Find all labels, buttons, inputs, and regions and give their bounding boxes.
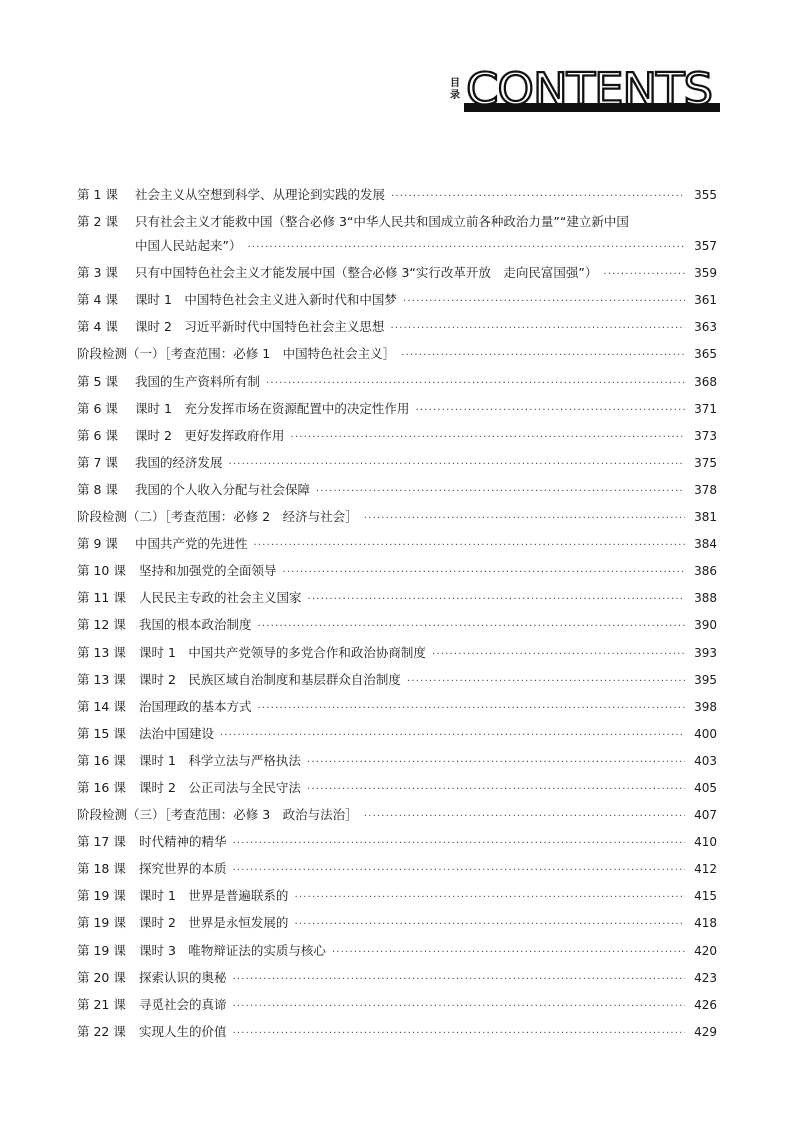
toc-leader-dots [307, 755, 685, 771]
toc-title: 课时 2 民族区域自治制度和基层群众自治制度 [139, 671, 401, 687]
toc-page-number: 361 [694, 293, 717, 308]
toc-title: 课时 1 中国共产党领导的多党合作和政治协商制度 [139, 644, 426, 660]
toc-page-number: 418 [694, 916, 717, 931]
toc-entry[interactable] [77, 943, 717, 970]
toc-leader-dots [316, 484, 685, 500]
toc-entry[interactable] [77, 509, 717, 536]
toc-leader-dots [391, 189, 685, 205]
toc-title: 阶段检测（一）［考查范围：必修 1 中国特色社会主义］ [77, 346, 396, 362]
toc-entry[interactable] [77, 1024, 717, 1051]
toc-title: 中国共产党的先进性 [135, 536, 248, 552]
toc-lesson-number: 第 20 课 [77, 969, 126, 985]
toc-leader-dots [258, 619, 685, 635]
toc-page-number: 359 [694, 266, 717, 281]
toc-leader-dots [364, 809, 685, 825]
toc-lesson-number: 第 16 课 [77, 752, 126, 768]
toc-lesson-number: 第 8 课 [77, 481, 118, 497]
toc-leader-dots [294, 890, 685, 906]
toc-lesson-number: 第 15 课 [77, 725, 126, 741]
toc-lesson-number: 第 18 课 [77, 861, 126, 877]
toc-lesson-number: 第 12 课 [77, 617, 126, 633]
toc-page-number: 423 [694, 970, 717, 985]
toc-lesson-number: 第 6 课 [77, 400, 118, 416]
toc-title: 阶段检测（二）［考查范围：必修 2 经济与社会］ [77, 509, 358, 525]
toc-lesson-number: 第 7 课 [77, 454, 118, 470]
toc-lesson-number: 第 4 课 [77, 292, 118, 308]
toc-title: 课时 3 唯物辩证法的实质与核心 [139, 942, 326, 958]
contents-logo-text: CONTENTS [466, 64, 712, 115]
toc-leader-dots [283, 565, 685, 581]
toc-leader-dots [266, 376, 685, 392]
toc-entry[interactable] [77, 617, 717, 644]
toc-page-number: 412 [694, 862, 717, 877]
toc-page-number: 407 [694, 808, 717, 823]
toc-title: 坚持和加强党的全面领导 [139, 563, 277, 579]
toc-leader-dots [390, 321, 685, 337]
toc-title: 探究世界的本质 [139, 861, 227, 877]
toc-entry[interactable] [77, 536, 717, 563]
toc-leader-dots [294, 917, 685, 933]
toc-lesson-number: 第 13 课 [77, 671, 126, 687]
toc-lesson-number: 第 2 课 [77, 214, 118, 230]
toc-leader-dots [415, 403, 685, 419]
toc-entry[interactable] [77, 753, 717, 780]
toc-entry[interactable] [77, 214, 717, 238]
contents-cn-label-1: 目 [450, 78, 460, 89]
toc-entry[interactable] [77, 563, 717, 590]
toc-title: 实现人生的价值 [139, 1023, 227, 1039]
toc-entry[interactable] [77, 726, 717, 753]
toc-page-number: 368 [694, 374, 717, 389]
toc-entry[interactable] [77, 374, 717, 401]
toc-lesson-number: 第 10 课 [77, 563, 126, 579]
toc-page-number: 400 [694, 726, 717, 741]
contents-cn-label-2: 录 [450, 90, 460, 101]
toc-entry[interactable] [77, 428, 717, 455]
toc-page-number: 429 [694, 1024, 717, 1039]
toc-leader-dots [254, 538, 685, 554]
toc-title: 探索认识的奥秘 [139, 969, 227, 985]
toc-title: 法治中国建设 [139, 725, 215, 741]
toc-entry[interactable] [77, 672, 717, 699]
toc-entry[interactable] [77, 780, 717, 807]
toc-page-number: 375 [694, 455, 717, 470]
toc-entry[interactable] [77, 699, 717, 726]
toc-page-number: 363 [694, 320, 717, 335]
toc-page-number: 365 [694, 347, 717, 362]
toc-entry[interactable] [77, 265, 717, 292]
toc-lesson-number: 第 13 课 [77, 644, 126, 660]
toc-entry[interactable] [77, 319, 717, 346]
toc-page-number: 420 [694, 943, 717, 958]
toc-leader-dots [403, 294, 685, 310]
toc-title: 课时 2 习近平新时代中国特色社会主义思想 [135, 319, 385, 335]
toc-entry[interactable] [77, 970, 717, 997]
toc-page-number: 405 [694, 780, 717, 795]
contents-logo-graphic [442, 62, 720, 118]
toc-entry-continuation[interactable] [77, 238, 717, 265]
toc-title: 社会主义从空想到科学、从理论到实践的发展 [135, 187, 386, 202]
toc-leader-dots [290, 430, 685, 446]
toc-page-number: 390 [694, 618, 717, 633]
toc-page-number: 403 [694, 753, 717, 768]
toc-leader-dots [233, 1026, 685, 1042]
toc-leader-dots [247, 240, 685, 256]
toc-entry[interactable] [77, 187, 717, 214]
toc-title: 我国的个人收入分配与社会保障 [135, 481, 311, 497]
toc-leader-dots [229, 457, 685, 473]
toc-lesson-number: 第 22 课 [77, 1023, 126, 1039]
toc-lesson-number: 第 1 课 [77, 187, 118, 202]
toc-leader-dots [233, 972, 685, 988]
toc-leader-dots [233, 836, 685, 852]
toc-page-number: 415 [694, 889, 717, 904]
toc-lesson-number: 第 14 课 [77, 698, 126, 714]
toc-leader-dots [603, 267, 685, 283]
toc-leader-dots [332, 945, 685, 961]
toc-entry[interactable] [77, 346, 717, 373]
toc-lesson-number: 第 4 课 [77, 319, 118, 335]
toc-entry[interactable] [77, 807, 717, 834]
toc-lesson-number: 第 6 课 [77, 427, 118, 443]
toc-entry[interactable] [77, 997, 717, 1024]
toc-leader-dots [407, 674, 685, 690]
toc-leader-dots [432, 647, 685, 663]
toc-lesson-number: 第 21 课 [77, 996, 126, 1012]
toc-page-number: 395 [694, 672, 717, 687]
toc-page-number: 386 [694, 564, 717, 579]
toc-lesson-number: 第 5 课 [77, 373, 118, 389]
toc-lesson-number: 第 19 课 [77, 942, 126, 958]
toc-leader-dots [258, 701, 685, 717]
toc-entry[interactable] [77, 915, 717, 942]
toc-page-number: 388 [694, 591, 717, 606]
toc-title: 课时 2 世界是永恒发展的 [139, 915, 289, 931]
toc-title-continuation: 中国人民站起来”） [135, 238, 242, 254]
toc-page-number: 393 [694, 645, 717, 660]
toc-title: 我国的经济发展 [135, 454, 223, 470]
toc-title: 课时 2 公正司法与全民守法 [139, 779, 301, 795]
toc-page-number: 373 [694, 428, 717, 443]
toc-entry[interactable] [77, 861, 717, 888]
toc-title: 课时 1 科学立法与严格执法 [139, 752, 301, 768]
toc-lesson-number: 第 19 课 [77, 888, 126, 904]
toc-leader-dots [364, 511, 685, 527]
toc-leader-dots [307, 782, 685, 798]
toc-lesson-number: 第 3 课 [77, 265, 118, 281]
toc-lesson-number: 第 17 课 [77, 834, 126, 850]
toc-lesson-number: 第 9 课 [77, 536, 118, 552]
toc-page-number: 384 [694, 537, 717, 552]
toc-entry[interactable] [77, 645, 717, 672]
toc-entry[interactable] [77, 834, 717, 861]
toc-page-number: 371 [694, 401, 717, 416]
toc-page-number: 357 [694, 239, 717, 254]
toc-entry[interactable] [77, 292, 717, 319]
toc-title: 课时 1 充分发挥市场在资源配置中的决定性作用 [135, 400, 410, 416]
toc-leader-dots [308, 592, 685, 608]
toc-page-number: 410 [694, 835, 717, 850]
toc-title: 人民民主专政的社会主义国家 [139, 590, 302, 606]
toc-title: 时代精神的精华 [139, 834, 227, 850]
toc-leader-dots [220, 728, 685, 744]
toc-entry[interactable] [77, 455, 717, 482]
toc-leader-dots [233, 999, 685, 1015]
toc-entry[interactable] [77, 482, 717, 509]
toc-title: 只有中国特色社会主义才能发展中国（整合必修 3“实行改革开放 走向民富国强”） [135, 265, 598, 281]
toc-lesson-number: 第 11 课 [77, 590, 126, 606]
toc-page-number: 398 [694, 699, 717, 714]
toc-title: 我国的生产资料所有制 [135, 373, 261, 389]
toc-title: 治国理政的基本方式 [139, 698, 252, 714]
contents-logo [442, 62, 720, 118]
toc-title: 课时 1 世界是普遍联系的 [139, 888, 289, 904]
toc-title: 寻觅社会的真谛 [139, 996, 227, 1012]
toc-page-number: 355 [694, 188, 717, 202]
toc-leader-dots [233, 863, 685, 879]
toc-page-number: 381 [694, 510, 717, 525]
toc-title: 课时 1 中国特色社会主义进入新时代和中国梦 [135, 292, 397, 308]
table-of-contents [77, 187, 717, 1051]
toc-lesson-number: 第 19 课 [77, 915, 126, 931]
toc-title: 我国的根本政治制度 [139, 617, 252, 633]
toc-page-number: 378 [694, 482, 717, 497]
toc-title: 课时 2 更好发挥政府作用 [135, 427, 285, 443]
toc-entry[interactable] [77, 888, 717, 915]
toc-entry[interactable] [77, 590, 717, 617]
toc-title: 只有社会主义才能救中国（整合必修 3“中华人民共和国成立前各种政治力量”“建立新中国 [135, 214, 629, 230]
toc-title: 阶段检测（三）［考查范围：必修 3 政治与法治］ [77, 807, 358, 823]
toc-lesson-number: 第 16 课 [77, 779, 126, 795]
toc-entry[interactable] [77, 401, 717, 428]
toc-page-number: 426 [694, 997, 717, 1012]
toc-leader-dots [401, 348, 685, 364]
